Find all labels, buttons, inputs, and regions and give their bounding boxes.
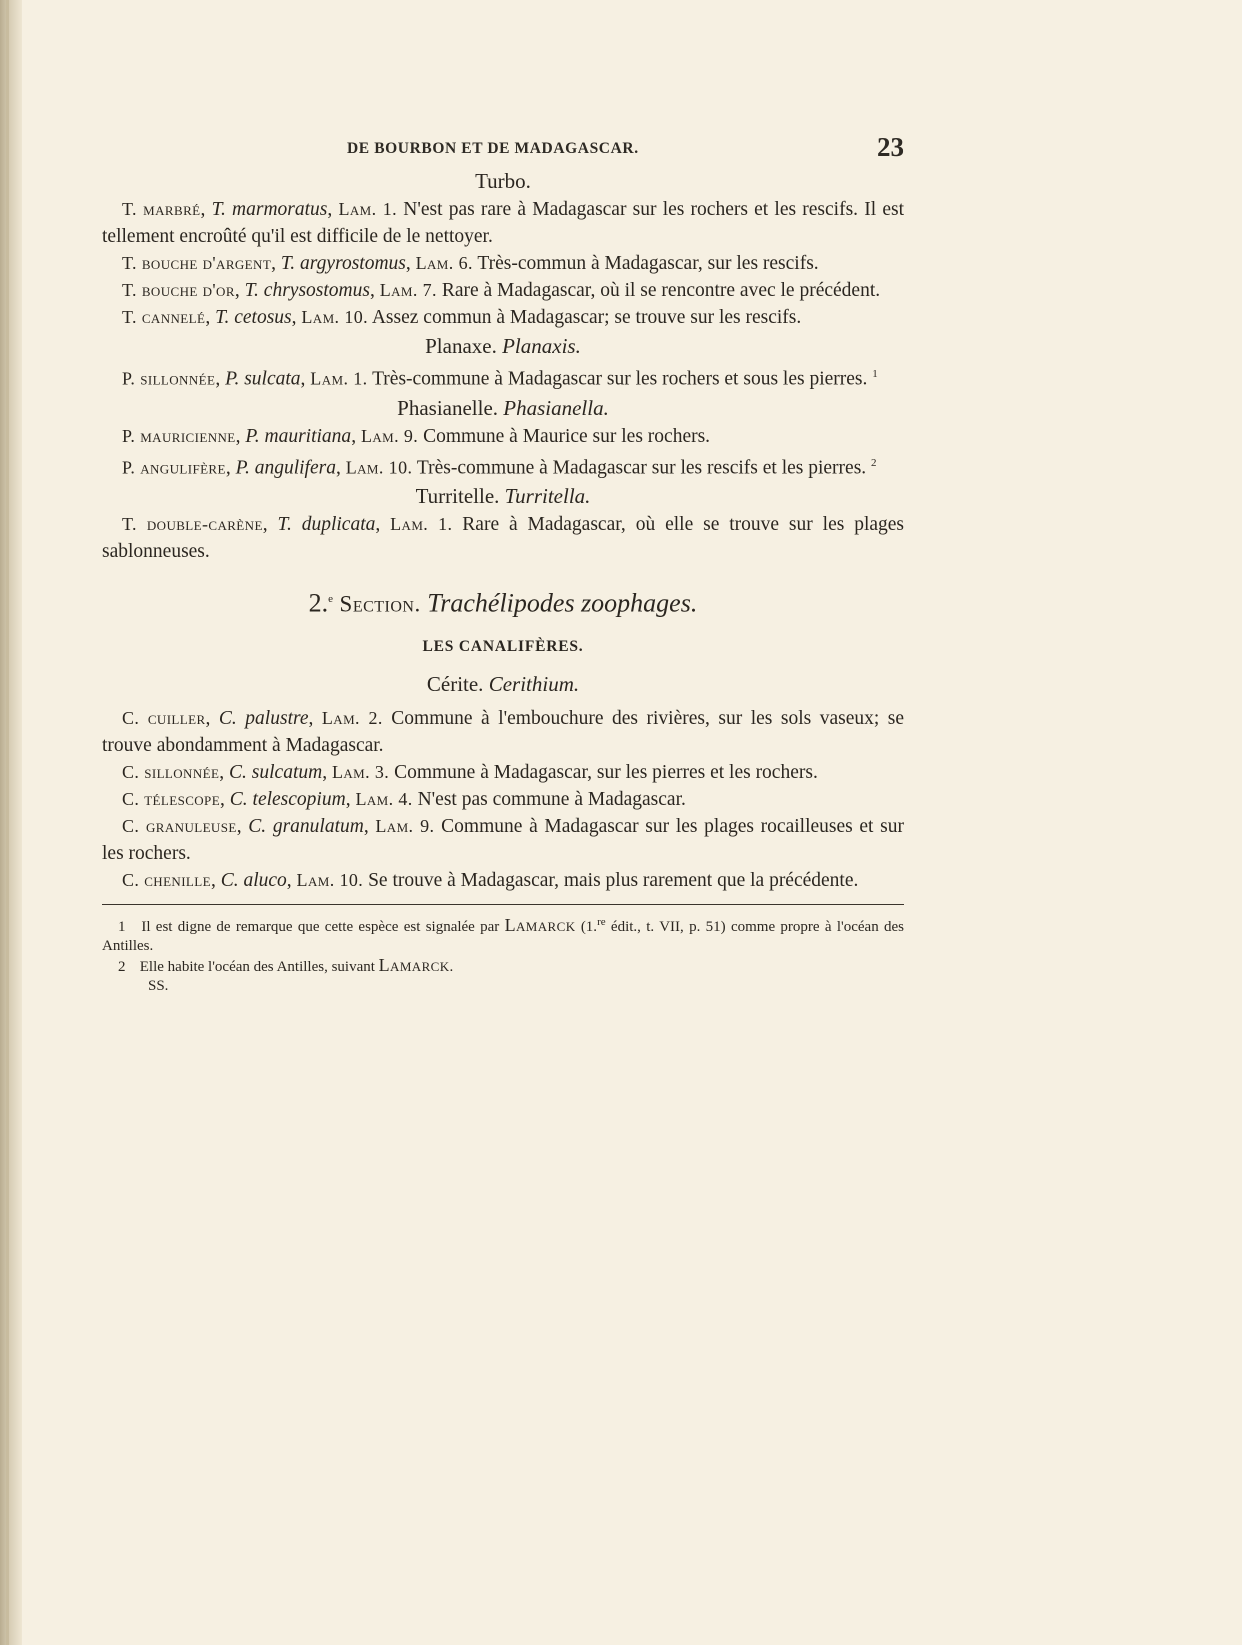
genus-heading-planaxe: Planaxe. Planaxis. xyxy=(425,334,581,358)
subsection-heading: LES CANALIFÈRES. xyxy=(422,637,584,655)
turbo-entries xyxy=(102,196,904,331)
genus-heading-turritelle: Turritelle. Turritella. xyxy=(415,484,591,508)
footnote-ref: 1 xyxy=(872,368,878,380)
species-entry: P. mauricienne, P. mauritiana, Lam. 9. Commune à Maurice sur les rochers. xyxy=(122,425,711,447)
species-entry: C. chenille, C. aluco, Lam. 10. Se trouve à Madagascar, mais plus rarement que la précédente. xyxy=(122,869,859,891)
footnote-2: 2 Elle habite l'océan des Antilles, suivant Lamarck. xyxy=(118,954,454,975)
footnote-ref: 2 xyxy=(871,456,877,469)
running-title: DE BOURBON ET DE MADAGASCAR. xyxy=(347,140,639,157)
page-number: 23 xyxy=(877,132,904,162)
species-entry: T. bouche d'argent, T. argyrostomus, Lam. 6. Très-commun à Madagascar, sur les rescifs. xyxy=(122,253,819,274)
species-entry: T. cannelé, T. cetosus, Lam. 10. Assez commun à Madagascar; se trouve sur les rescifs. xyxy=(122,307,802,328)
genus-heading-phasianelle: Phasianelle. Phasianella. xyxy=(397,395,609,420)
footnote-rule xyxy=(102,904,904,905)
species-entry: C. cuiller, C. palustre, Lam. 2. Commune à l'embouchure des rivières, sur les sols vaseux; se trouve abondamment à Madagascar. xyxy=(102,707,905,756)
page-header xyxy=(102,132,904,166)
species-entry: C. télescope, C. telescopium, Lam. 4. N'est pas commune à Madagascar. xyxy=(122,788,686,810)
species-entry: C. sillonnée, C. sulcatum, Lam. 3. Commune à Madagascar, sur les pierres et les rochers. xyxy=(122,761,818,783)
section-heading: 2.$^e$ Section. Trachélipodes zoophages. xyxy=(308,588,698,618)
species-entry: T. double-carène, T. duplicata, Lam. 1. Rare à Madagascar, où elle se trouve sur les plages sablonneuses. xyxy=(102,514,905,562)
genus-heading-cerite: Cérite. Cerithium. xyxy=(426,671,580,696)
species-entry: C. granuleuse, C. granulatum, Lam. 9. Commune à Madagascar sur les plages rocailleuses et sur les rochers. xyxy=(102,815,904,864)
book-binding-edge xyxy=(0,0,22,1645)
species-entry: T. bouche d'or, T. chrysostomus, Lam. 7. Rare à Madagascar, où il se rencontre avec le précédent. xyxy=(122,280,881,301)
binding-shadow-line xyxy=(6,0,9,1645)
signature-mark: SS. xyxy=(148,977,169,994)
page-content xyxy=(102,132,905,996)
species-entry: P. sillonnée, P. sulcata, Lam. 1. Très-commune à Madagascar sur les rochers et sous les pierres. $^1$ xyxy=(122,368,878,390)
species-entry: T. marbré, T. marmoratus, Lam. 1. N'est pas rare à Madagascar sur les rochers et les rescifs. Il est tellement encroûté qu'il est difficile de le nettoyer. xyxy=(102,199,905,247)
footnote-1: 1 Il est digne de remarque que cette espèce est signalée par Lamarck (1.$^{re}$ édit., t. VII, p. 51) comme propre à l'océan des Antilles. xyxy=(102,914,904,954)
genus-heading-turbo: Turbo. xyxy=(475,169,531,193)
species-entry: P. angulifère, P. angulifera, Lam. 10. Très-commune à Madagascar sur les rescifs et les pierres. $^2$ xyxy=(122,456,877,478)
